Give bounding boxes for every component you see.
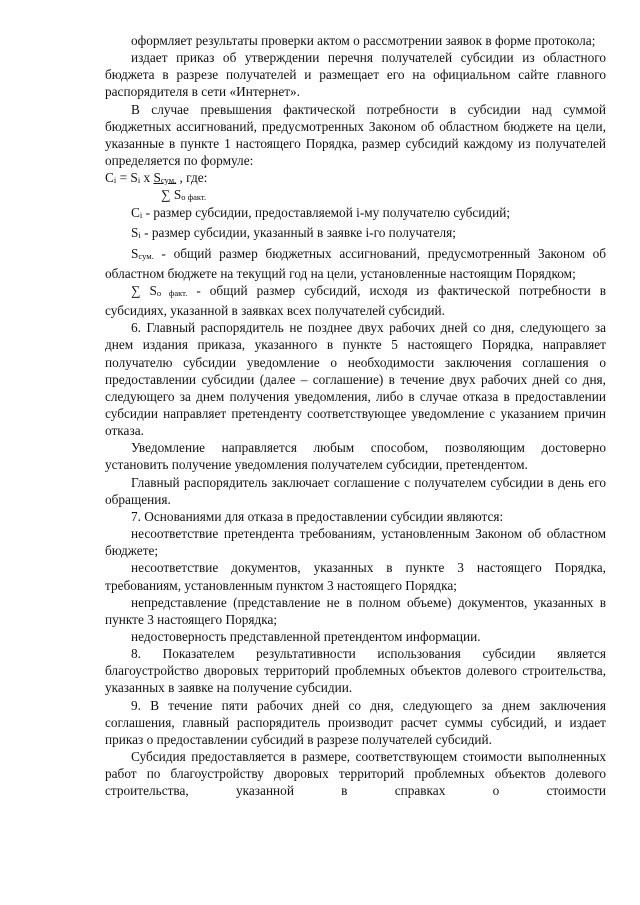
paragraph-protocol: оформляет результаты проверки актом о рассмотрении заявок в форме протокола; xyxy=(131,33,596,48)
paragraph-item-8: 8. Показателем результативности использования субсидии является благоустройство дворовых территорий проблемных объектов долевого строительства, указанных в заявке на получение субсидии. xyxy=(105,646,606,696)
formula-numerator-line: Сi = Si х Sсум. , где: xyxy=(105,170,208,186)
definition-ssum: Sсум. - общий размер бюджетных ассигнований, предусмотренный Законом об областном бюджете на текущий год на цели, установленные настоящим Порядком; xyxy=(105,245,607,281)
formula-denominator: ∑ Sо факт. xyxy=(161,187,207,203)
paragraph-refusal-4: недостоверность представленной претендентом информации. xyxy=(131,629,481,644)
paragraph-refusal-3: непредставление (представление не в полном объеме) документов, указанных в пункте 3 настоящего Порядка; xyxy=(105,594,606,627)
definition-ci: Сi - размер субсидии, предоставляемой i-му получателю субсидий; xyxy=(131,205,511,221)
definition-sum-sfact: ∑ Sо факт. - общий размер субсидий, исходя из фактической потребности в субсидиях, указанной в заявках всех получателей субсидий. xyxy=(105,282,607,319)
paragraph-notification: Уведомление направляется любым способом, позволяющим достоверно установить получение уведомления получателем субсидии, претендентом. xyxy=(105,440,606,473)
formula-numerator: Sсум. xyxy=(153,170,177,186)
paragraph-item-6: 6. Главный распорядитель не позднее двух рабочих дней со дня, следующего за днем издания приказа, указанного в пункте 5 настоящего Порядка, направляет получателю субсидии уведомление о необходимости заключения соглашения о предоставлении субсидии (далее – соглашение) в течение двух рабочих дней со дня, следующего за днем получения уведомления, либо в случае отказа в предоставлении субсидии направляет претенденту соответствующее уведомление с указанием причин отказа. xyxy=(105,320,606,439)
subsidy-formula xyxy=(105,169,606,204)
paragraph-item-9: 9. В течение пяти рабочих дней со дня, следующего за днем заключения соглашения, главный распорядитель производит расчет суммы субсидий, и издает приказ о предоставлении субсидий в разрезе получателей субсидий. xyxy=(105,697,606,747)
paragraph-order-approval: издает приказ об утверждении перечня получателей субсидии из областного бюджета в разрезе получателей и размещает его на официальном сайте главного распорядителя в сети «Интернет». xyxy=(105,50,606,100)
paragraph-item-7: 7. Основаниями для отказа в предоставлении субсидии являются: xyxy=(131,508,504,524)
paragraph-agreement: Главный распорядитель заключает соглашение с получателем субсидии в день его обращения. xyxy=(105,474,606,507)
paragraph-subsidy-amount: Субсидия предоставляется в размере, соответствующем стоимости выполненных работ по благоустройству дворовых территорий проблемных объектов долевого строительства, указанной в справках о стоимости xyxy=(105,749,606,799)
definition-si: Si - размер субсидии, указанный в заявке i-го получателя; xyxy=(131,225,456,241)
paragraph-excess-demand: В случае превышения фактической потребности в субсидии над суммой бюджетных ассигнований, предусмотренных Законом об областном бюджете на цели, указанные в пункте 1 настоящего Порядка, размер субсидий каждому из получателей определяется по формуле: xyxy=(105,101,606,169)
paragraph-refusal-1: несоответствие претендента требованиям, установленным Законом об областном бюджете; xyxy=(105,526,606,559)
paragraph-refusal-2: несоответствие документов, указанных в пункте 3 настоящего Порядка, требованиям, установленным пунктом 3 настоящего Порядка; xyxy=(105,560,606,593)
